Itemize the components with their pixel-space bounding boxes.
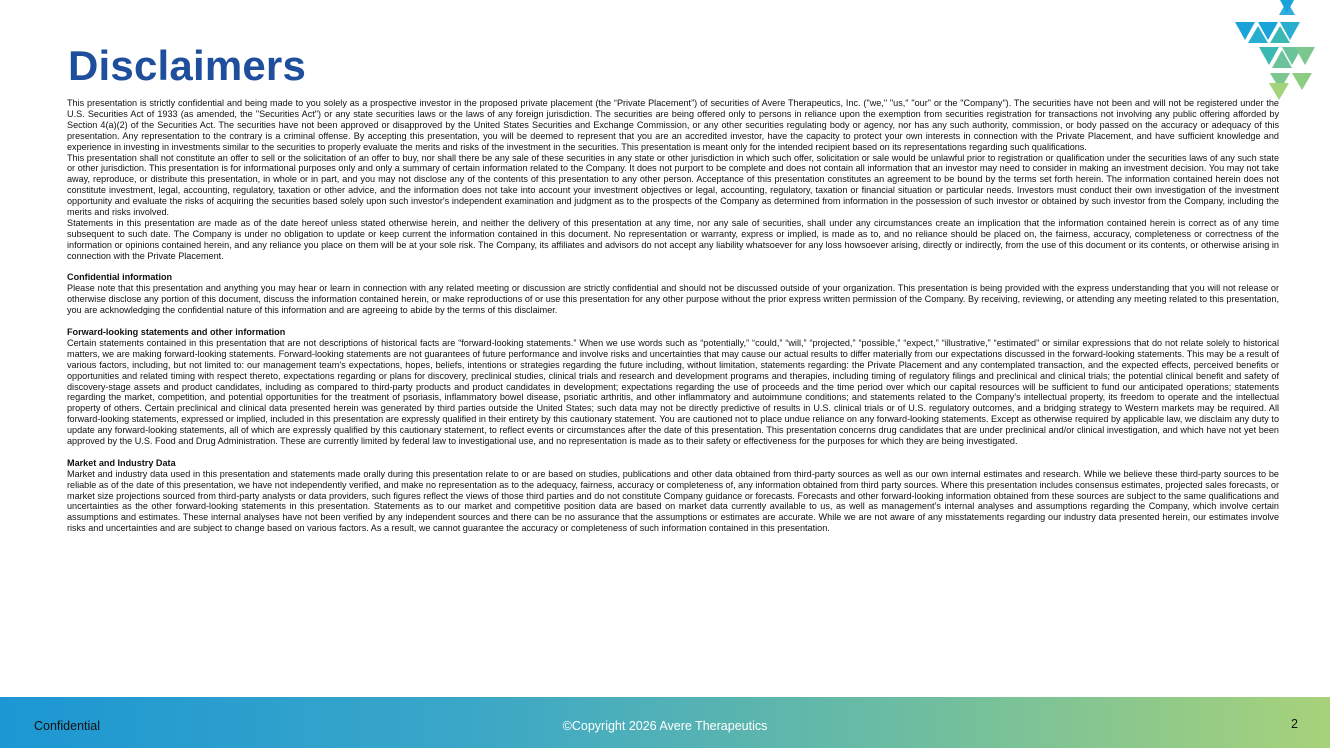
disclaimer-body xyxy=(67,98,1279,534)
footer-copyright: ©Copyright 2026 Avere Therapeutics xyxy=(562,719,768,733)
intro-paragraph-2: This presentation shall not constitute an offer to sell or the solicitation of an offer to buy, nor shall there be any sale of these securities in any state or other jurisdiction in which such offer, solicitation or sale would be unlawful prior to registration or qualification under the securities laws of any such state or other jurisdiction. This presentation is for informational purposes only and only a summary of certain information related to the Company. It does not purport to be complete and does not contain all information that an investor may need to consider in making an investment decision. You may not take away, reproduce, or distribute this presentation, in whole or in part, and you may not disclose any of the contents of this presentation to any other person. Acceptance of this presentation constitutes an agreement to be bound by the terms set forth herein. The information contained herein does not constitute investment, legal, accounting, regulatory, taxation or other advice, and the information does not take into account your investment objectives or legal, accounting, regulatory, taxation or financial situation or particular needs. Investors must conduct their own investigation of the investment opportunity and evaluate the risks of acquiring the securities based solely upon such investor's independent examination and judgment as to the prospects of the Company as determined from information in the possession of such investor or obtained by such investor from the Company, including the merits and risks involved. xyxy=(67,152,1279,218)
logo-triangle-11 xyxy=(1295,47,1315,65)
page-number: 2 xyxy=(1291,717,1298,731)
confidential-heading: Confidential information xyxy=(67,272,173,283)
intro-paragraph-1: This presentation is strictly confidential and being made to you solely as a prospective investor in the proposed private placement (the “Private Placement”) of securities of Avere Therapeutics, Inc. ("we," "us," "our" or the "Company"). The securities have not been and will not be registered under the U.S. Securities Act of 1933 (as amended, the "Securities Act") or any state securities laws or the laws of any foreign jurisdiction. The securities are being offered only to persons in reliance upon the exemption from securities registration for transactions not involving any public offering afforded by Section 4(a)(2) of the Securities Act. The securities have not been approved or disapproved by the United States Securities and Exchange Commission, or any other securities regulating body or agency, nor has any such authority, commission, or body passed on the accuracy or adequacy of this presentation. Any representation to the contrary is a criminal offense. By accepting this presentation, you will be deemed to represent that you are an accredited investor, have the capacity to protect your own interests in connection with the Private Placement, and have sufficient knowledge and experience in investing in investments similar to the securities to properly evaluate the merits and risks of the investment in the securities. This presentation is meant only for the intended recipient based on its representations regarding such qualifications. xyxy=(67,98,1279,152)
market-data-paragraph: Market and industry data used in this presentation and statements made orally during this presentation relate to or are based on studies, publications and other data obtained from third-party sources as well as our own internal estimates and research. While we believe these third-party sources to be reliable as of the date of this presentation, we have not independently verified, and make no representation as to the adequacy, fairness, accuracy or completeness of, any information obtained from third party sources. Where this presentation includes consensus estimates, projected sales forecasts, or market size projections sourced from third-party analysts or data providers, such figures reflect the views of those third parties and do not constitute Company guidance or forecasts. Forecasts and other forward-looking information obtained from these sources are subject to the same qualifications and uncertainties as the other forward-looking statements in this presentation. Statements as to our market and competitive position data are based on market data currently available to us, as well as management’s internal analyses and assumptions regarding the Company, which involve certain assumptions and estimates. These internal analyses have not been verified by any independent sources and there can be no assurance that the assumptions or estimates are accurate. While we are not aware of any misstatements regarding our industry data presented herein, our estimates involve risks and uncertainties and are subject to change based on various factors. As a result, we cannot guarantee the accuracy or completeness of such information contained in this presentation. xyxy=(67,468,1279,534)
logo-triangle-2 xyxy=(1279,1,1295,15)
page-title: Disclaimers xyxy=(68,42,307,89)
footer-bar xyxy=(0,697,1330,748)
logo-triangle-13 xyxy=(1292,73,1312,90)
forward-looking-heading: Forward-looking statements and other information xyxy=(67,327,286,337)
footer-confidential-label: Confidential xyxy=(34,719,101,733)
avere-logo-icon xyxy=(1232,0,1330,110)
intro-paragraph-3: Statements in this presentation are made as of the date hereof unless stated otherwise herein, and neither the delivery of this presentation at any time, nor any sale of securities, shall under any circumstances create an implication that the information contained herein is correct as of any time subsequent to such date. The Company is under no obligation to update or keep current the information contained in this document. No representation or warranty, express or implied, is made as to, and no reliance should be placed on, the fairness, accuracy, completeness or correctness of the information or opinions contained herein, and any reliance you place on them will be at your sole risk. The Company, its affiliates and advisors do not accept any liability whatsoever for any loss howsoever arising, directly or indirectly, from the use of this document or its contents, or otherwise arising in connection with the Private Placement. xyxy=(67,217,1279,261)
market-data-heading: Market and Industry Data xyxy=(67,457,176,468)
confidential-paragraph: Please note that this presentation and anything you may hear or learn in connection with any related meeting or discussion are strictly confidential and should not be discussed outside of your organization. This presentation is being provided with the express understanding that you will not release or otherwise disclose any portion of this document, discuss the information contained herein, or make reproductions of or use this presentation for any other purpose without the prior express written permission of the Company. By receiving, reviewing, or attending any meeting related to this presentation, you are acknowledging the confidential nature of this information and are agreeing to abide by the terms of this disclaimer. xyxy=(67,283,1279,316)
forward-looking-paragraph: Certain statements contained in this presentation that are not descriptions of historical facts are “forward-looking statements.” When we use words such as “potentially,” “could,” “will,” “projected,” “possible,” “expect,” “illustrative,” “estimated” or similar expressions that do not relate solely to historical matters, we are making forward-looking statements. Forward-looking statements are not guarantees of future performance and involve risks and uncertainties that may cause our actual results to differ materially from our expectations discussed in the forward-looking statements. This may be a result of various factors, including, but not limited to: our management team’s expectations, hopes, beliefs, intentions or strategies regarding the future including, without limitation, statements regarding: the Private Placement and any contemplated transaction, and the expected effects, perceived benefits or opportunities and related timing with respect thereto, expectations regarding or plans for discovery, preclinical studies, clinical trials and research and development programs and therapies, including timing of regulatory filings and preclinical and clinical trials; the potential clinical benefit and safety of discovery-stage assets and product candidates, including as compared to third-party products and product candidates in development; expectations regarding the use of proceeds and the time period over which our capital resources will be sufficient to fund our anticipated operations; statements regarding the market, competition, and potential opportunities for the treatment of psoriasis, inflammatory bowel disease, psoriatic arthritis, and other inflammatory and autoimmune conditions; and statements related to the Company’s intellectual property, its freedom to operate and the intellectual property of others. Certain preclinical and clinical data presented herein was generated by third parties outside the United States; such data may not be directly predictive of results in U.S. clinical trials or of U.S. regulatory outcomes, and a bridging strategy to Western markets may be required. All forward-looking statements, expressed or implied, included in this presentation are expressly qualified in their entirety by this cautionary statement. You are cautioned not to place undue reliance on any forward-looking statements. Except as otherwise required by applicable law, we disclaim any duty to update any forward-looking statements, all of which are expressly qualified by this cautionary statement, to reflect events or circumstances after the date of this presentation. This presentation concerns drug candidates that are under preclinical and/or clinical investigation, and which have not yet been approved by the U.S. Food and Drug Administration. These are currently limited by federal law to investigational use, and no representation is made as to their safety or effectiveness for the purposes for which they are being investigated. xyxy=(67,337,1279,447)
